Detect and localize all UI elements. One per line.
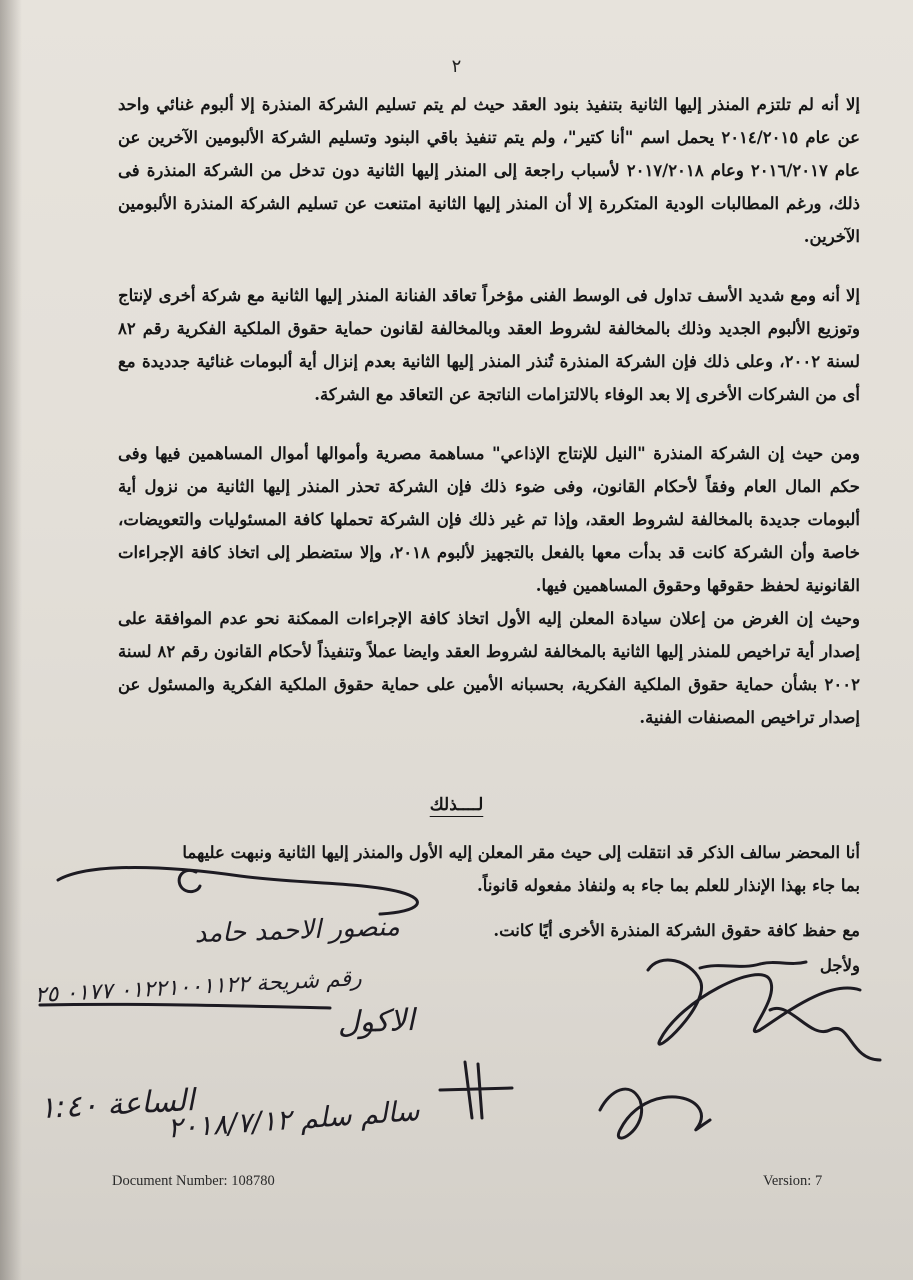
handwriting-cross-mark (440, 1062, 512, 1118)
handwriting-time: الساعة ١:٤٠ (38, 1083, 196, 1127)
handwriting-underline (40, 1004, 330, 1008)
page-edge-shadow (0, 0, 22, 1280)
handwriting-name: منصور الاحمد حامد (194, 912, 401, 950)
section-heading (0, 795, 913, 815)
signature-right-2 (770, 1008, 880, 1060)
closing-line-2: بما جاء بهذا الإنذار للعلم بما جاء به ولنفاذ مفعوله قانوناً. (477, 876, 860, 895)
closing-line-1: أنا المحضر سالف الذكر قد انتقلت إلى حيث مقر المعلن إليه الأول والمنذر إليها الثانية ونبهت عليهما (182, 843, 860, 862)
handwriting-phone: رقم شريحة ٠١٢٢١٠٠١١٢٢ ٠١٧٧ ٢٥ (34, 966, 363, 1009)
signature-right-3 (600, 1089, 710, 1138)
paragraph-4: وحيث إن الغرض من إعلان سيادة المعلن إليه الأول اتخاذ كافة الإجراءات الممكنة نحو عدم الموافقة على إصدار أية تراخيص للمنذر إليها الثانية بالمخالفة لشروط العقد وايضا عملاً وتنفيذاً لأحكام القانون رقم ٨٢ لسنة ٢٠٠٢ بشأن حماية حقوق الملكية الفكرية، بحسبانه الأمين على حماية حقوق الملكية الفكرية والمسئول عن إصدار تراخيص المصنفات الفنية. (118, 609, 860, 727)
document-body (118, 88, 860, 734)
closing-line-3: مع حفظ كافة حقوق الشركة المنذرة الأخرى أيًا كانت. (493, 921, 860, 940)
paragraph-3: ومن حيث إن الشركة المنذرة "النيل للإنتاج الإذاعي" مساهمة مصرية وأموالها أموال المساهمين فيها وفى حكم المال العام وفقاً لأحكام القانون، وفى ضوء ذلك فإن الشركة تحذر المنذر إليها الثانية من نزول أية ألبومات جديدة بالمخالفة لشروط العقد، وإذا تم غير ذلك فإن الشركة تحملها كافة المسئوليات والتعويضات، خاصة وأن الشركة كانت قد بدأت معها بالفعل بالتجهيز لألبوم ٢٠١٨، وإلا ستضطر إلى اتخاذ كافة الإجراءات القانونية لحفظ حقوقها وحقوق المساهمين فيها. (118, 444, 860, 595)
closing-line-4: ولأجل (819, 956, 860, 975)
section-heading-text: لــــذلك (429, 795, 484, 815)
closing-block (120, 836, 860, 982)
paragraph-2: إلا أنه ومع شديد الأسف تداول فى الوسط الفنى مؤخراً تعاقد الفنانة المنذر إليها الثانية مع شركة أخرى لإنتاج وتوزيع الألبوم الجديد وذلك بالمخالفة لشروط العقد وبالمخالفة لقانون حماية حقوق الملكية الفكرية رقم ٨٢ لسنة ٢٠٠٢، وعلى ذلك فإن الشركة المنذرة تُنذر المنذر إليها الثانية بعدم إنزال أية ألبومات غنائية جدديدة مع أى من الشركات الأخرى إلا بعد الوفاء بالالتزامات الناتجة عن التعاقد مع الشركة. (118, 286, 860, 404)
document-number: Document Number: 108780 (112, 1173, 275, 1189)
paragraph-1: إلا أنه لم تلتزم المنذر إليها الثانية بتنفيذ بنود العقد حيث لم يتم تسليم الشركة المنذرة إلا ألبوم غنائي واحد عن عام ٢٠١٤/٢٠١٥ يحمل اسم "أنا كتير"، ولم يتم تنفيذ باقي البنود وتسليم الشركة الألبومين الآخرين عن عام ٢٠١٦/٢٠١٧ وعام ٢٠١٧/٢٠١٨ لأسباب راجعة إلى المنذر إليها الثانية دون تدخل من الشركة المنذرة فى ذلك، ورغم المطالبات الودية المتكررة إلا أن المنذر إليها الثانية امتنعت عن تسليم الشركة المنذرة الألبومين الآخرين. (118, 95, 861, 246)
handwriting-note: الاكول (337, 1003, 416, 1041)
document-version: Version: 7 (763, 1173, 823, 1189)
handwriting-date-line: سالم سلم ٢٠١٨/٧/١٢ (166, 1094, 421, 1145)
page-number: ٢ (451, 56, 462, 77)
